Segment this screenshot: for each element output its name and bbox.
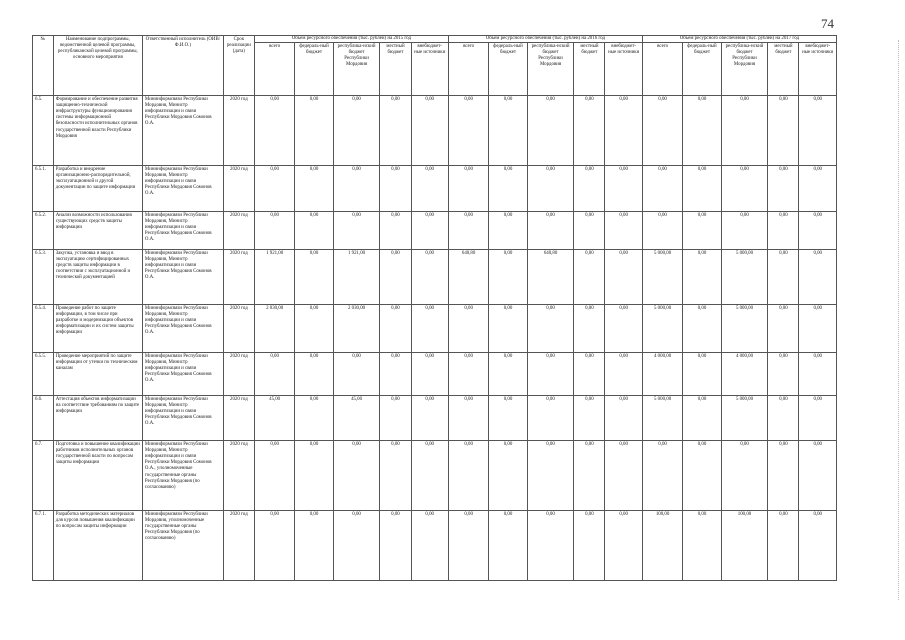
row-name: Проведение мероприятий по защите информации от утечки по техническим каналам (53, 353, 142, 396)
cell-y2015-3: 0,00 (380, 250, 411, 305)
row-name: Аттестация объектов информатизации на соответствие требованиям по защите информации (53, 396, 142, 441)
cell-y2016-2: 0,00 (527, 396, 574, 441)
cell-y2017-1: 0,00 (683, 396, 721, 441)
cell-y2016-3: 0,00 (574, 305, 605, 353)
cell-y2016-4: 0,00 (605, 212, 642, 250)
cell-y2015-3: 0,00 (380, 96, 411, 166)
row-number: 6.5.2. (33, 212, 54, 250)
row-executor: Мининформсвязи Республики Мордовия, Министр информатизации и связи Республики Мордовия Сомонов О.А. (142, 212, 223, 250)
header-num: № (33, 36, 54, 96)
cell-y2017-0: 4 000,00 (642, 353, 682, 396)
header-sub-2016-4: внебюджет-ные источники (605, 43, 642, 96)
row-name: Анализ возможности использования существующих средств защиты информации (53, 212, 142, 250)
cell-y2015-2: 2 030,00 (333, 305, 380, 353)
cell-y2016-4: 0,00 (605, 511, 642, 581)
cell-y2015-4: 0,00 (411, 212, 448, 250)
row-number: 6.6. (33, 396, 54, 441)
cell-y2015-0: 45,00 (254, 396, 294, 441)
row-number: 6.5. (33, 96, 54, 166)
row-number: 6.7.1. (33, 511, 54, 581)
cell-y2016-2: 640,80 (527, 250, 574, 305)
cell-y2015-2: 0,00 (333, 353, 380, 396)
cell-y2016-0: 0,00 (448, 166, 488, 212)
row-executor: Мининформсвязи Республики Мордовия, Министр информатизации и связи Республики Мордовия Сомонов О.А. (142, 166, 223, 212)
cell-y2016-0: 0,00 (448, 511, 488, 581)
cell-y2016-2: 0,00 (527, 511, 574, 581)
cell-y2015-0: 1 921,00 (254, 250, 294, 305)
cell-y2016-2: 0,00 (527, 96, 574, 166)
cell-y2017-2: 4 000,00 (721, 353, 768, 396)
cell-y2017-3: 0,00 (768, 511, 799, 581)
cell-y2015-1: 0,00 (295, 212, 333, 250)
header-sub-2016-1: федераль-ный бюджет (489, 43, 527, 96)
cell-y2015-2: 1 921,00 (333, 250, 380, 305)
cell-y2015-3: 0,00 (380, 396, 411, 441)
cell-y2015-3: 0,00 (380, 353, 411, 396)
row-number: 6.7. (33, 441, 54, 511)
cell-y2015-4: 0,00 (411, 441, 448, 511)
cell-y2016-1: 0,00 (489, 166, 527, 212)
table-row (33, 396, 837, 441)
row-name: Разработка и внедрение организационно-распорядительной, эксплуатационной и другой документации по защите информации (53, 166, 142, 212)
cell-y2016-1: 0,00 (489, 250, 527, 305)
cell-y2017-0: 0,00 (642, 166, 682, 212)
header-row-groups (33, 36, 837, 43)
cell-y2016-0: 0,00 (448, 441, 488, 511)
cell-y2017-0: 0,00 (642, 96, 682, 166)
row-name: Проведение работ по защите информации, в том числе при разработке и модернизации объектов информатизации и их систем защиты информации (53, 305, 142, 353)
cell-y2015-2: 0,00 (333, 166, 380, 212)
cell-y2015-0: 0,00 (254, 166, 294, 212)
cell-y2016-0: 0,00 (448, 212, 488, 250)
header-term: Срок реализации (дата) (223, 36, 254, 96)
cell-y2017-4: 0,00 (799, 250, 837, 305)
cell-y2015-4: 0,00 (411, 250, 448, 305)
cell-y2016-4: 0,00 (605, 396, 642, 441)
row-term: 2020 год (223, 305, 254, 353)
row-number: 6.5.5. (33, 353, 54, 396)
cell-y2017-1: 0,00 (683, 96, 721, 166)
header-group-2015: Объем ресурсного обеспечения (тыс. рублей) на 2015 год (254, 36, 448, 43)
header-group-2016: Объем ресурсного обеспечения (тыс. рублей) на 2016 год (448, 36, 642, 43)
row-executor: Мининформсвязи Республики Мордовия, Министр информатизации и связи Республики Мордовия Сомонов О.А. (142, 396, 223, 441)
cell-y2015-4: 0,00 (411, 396, 448, 441)
cell-y2016-1: 0,00 (489, 511, 527, 581)
row-executor: Мининформсвязи Республики Мордовия, уполномоченные государственные органы Республики Мордовия (по согласованию) (142, 511, 223, 581)
cell-y2017-1: 0,00 (683, 250, 721, 305)
table-row (33, 441, 837, 511)
cell-y2016-0: 640,80 (448, 250, 488, 305)
cell-y2017-4: 0,00 (799, 441, 837, 511)
cell-y2015-4: 0,00 (411, 96, 448, 166)
cell-y2017-2: 0,00 (721, 441, 768, 511)
cell-y2017-2: 5 000,00 (721, 305, 768, 353)
cell-y2016-1: 0,00 (489, 441, 527, 511)
cell-y2017-3: 0,00 (768, 250, 799, 305)
cell-y2015-2: 0,00 (333, 441, 380, 511)
cell-y2016-4: 0,00 (605, 441, 642, 511)
table-row (33, 96, 837, 166)
cell-y2017-4: 0,00 (799, 396, 837, 441)
cell-y2016-0: 0,00 (448, 305, 488, 353)
header-sub-2017-2: республика-нский бюджет Республики Мордовия (721, 43, 768, 96)
cell-y2017-3: 0,00 (768, 305, 799, 353)
cell-y2016-3: 0,00 (574, 250, 605, 305)
cell-y2017-1: 0,00 (683, 212, 721, 250)
cell-y2017-4: 0,00 (799, 166, 837, 212)
cell-y2015-1: 0,00 (295, 250, 333, 305)
cell-y2016-4: 0,00 (605, 166, 642, 212)
cell-y2015-1: 0,00 (295, 396, 333, 441)
cell-y2017-0: 0,00 (642, 212, 682, 250)
cell-y2015-4: 0,00 (411, 166, 448, 212)
cell-y2017-1: 0,00 (683, 511, 721, 581)
cell-y2017-4: 0,00 (799, 212, 837, 250)
cell-y2016-4: 0,00 (605, 96, 642, 166)
header-sub-2015-3: местный бюджет (380, 43, 411, 96)
header-group-2017: Объем ресурсного обеспечения (тыс. рублей) на 2017 год (642, 36, 836, 43)
header-name: Наименование подпрограммы, ведомственной целевой программы, республиканской целевой программы, основного мероприятия (53, 36, 142, 96)
cell-y2017-0: 100,00 (642, 511, 682, 581)
cell-y2016-0: 0,00 (448, 353, 488, 396)
header-sub-2016-0: всего (448, 43, 488, 96)
row-name: Подготовка и повышение квалификации работников исполнительных органов государственной власти по вопросам защиты информации (53, 441, 142, 511)
row-term: 2020 год (223, 212, 254, 250)
row-name: Разработка методических материалов для курсов повышения квалификации по вопросам защиты информации (53, 511, 142, 581)
row-number: 6.5.1. (33, 166, 54, 212)
cell-y2015-4: 0,00 (411, 305, 448, 353)
cell-y2016-4: 0,00 (605, 250, 642, 305)
cell-y2015-2: 0,00 (333, 96, 380, 166)
table-row (33, 166, 837, 212)
cell-y2017-2: 100,00 (721, 511, 768, 581)
row-executor: Мининформсвязи Республики Мордовия, Министр информатизации и связи Республики Мордовия Сомонов О.А. (142, 305, 223, 353)
cell-y2016-3: 0,00 (574, 166, 605, 212)
cell-y2015-4: 0,00 (411, 353, 448, 396)
row-name: Закупка, установка и ввод в эксплуатацию сертифицированных средств защиты информации в соответствии с эксплуатационной и технической документацией (53, 250, 142, 305)
cell-y2017-4: 0,00 (799, 96, 837, 166)
cell-y2015-1: 0,00 (295, 166, 333, 212)
table-row (33, 305, 837, 353)
cell-y2016-3: 0,00 (574, 353, 605, 396)
cell-y2015-0: 0,00 (254, 96, 294, 166)
table-body (33, 96, 837, 581)
page-number: 74 (821, 16, 834, 31)
cell-y2017-0: 5 000,00 (642, 250, 682, 305)
cell-y2015-1: 0,00 (295, 353, 333, 396)
cell-y2015-0: 0,00 (254, 511, 294, 581)
row-number: 6.5.3. (33, 250, 54, 305)
header-sub-2015-2: республика-нский бюджет Республики Мордовия (333, 43, 380, 96)
row-term: 2020 год (223, 166, 254, 212)
cell-y2015-1: 0,00 (295, 96, 333, 166)
cell-y2015-2: 0,00 (333, 511, 380, 581)
cell-y2016-1: 0,00 (489, 96, 527, 166)
cell-y2017-4: 0,00 (799, 511, 837, 581)
cell-y2017-2: 0,00 (721, 96, 768, 166)
cell-y2015-2: 0,00 (333, 212, 380, 250)
cell-y2015-4: 0,00 (411, 511, 448, 581)
cell-y2015-3: 0,00 (380, 511, 411, 581)
cell-y2017-3: 0,00 (768, 353, 799, 396)
cell-y2017-2: 0,00 (721, 212, 768, 250)
cell-y2017-2: 5 000,00 (721, 250, 768, 305)
cell-y2017-2: 0,00 (721, 166, 768, 212)
row-term: 2020 год (223, 396, 254, 441)
cell-y2016-2: 0,00 (527, 441, 574, 511)
cell-y2016-3: 0,00 (574, 212, 605, 250)
cell-y2017-1: 0,00 (683, 305, 721, 353)
cell-y2015-1: 0,00 (295, 441, 333, 511)
header-sub-2016-3: местный бюджет (574, 43, 605, 96)
row-executor: Мининформсвязи Республики Мордовия, Министр информатизации и связи Республики Мордовия Сомонов О.А. (142, 96, 223, 166)
table-row (33, 212, 837, 250)
cell-y2016-2: 0,00 (527, 353, 574, 396)
cell-y2015-0: 0,00 (254, 353, 294, 396)
header-sub-2017-3: местный бюджет (768, 43, 799, 96)
row-term: 2020 год (223, 250, 254, 305)
cell-y2016-3: 0,00 (574, 511, 605, 581)
cell-y2015-1: 0,00 (295, 305, 333, 353)
cell-y2017-0: 0,00 (642, 441, 682, 511)
cell-y2017-1: 0,00 (683, 166, 721, 212)
header-executor: Ответственный исполнитель (ОИВ/Ф.И.О.) (142, 36, 223, 96)
row-number: 6.5.4. (33, 305, 54, 353)
cell-y2015-0: 0,00 (254, 212, 294, 250)
header-sub-2017-1: федераль-ный бюджет (683, 43, 721, 96)
cell-y2016-4: 0,00 (605, 353, 642, 396)
cell-y2017-3: 0,00 (768, 441, 799, 511)
cell-y2016-3: 0,00 (574, 96, 605, 166)
row-name: Формирование и обеспечение развития защищенно-технической инфраструктуры функционирования системы информационной безопасности исполнительных органов государственной власти Республики Мордовия (53, 96, 142, 166)
resource-table (32, 35, 837, 581)
cell-y2016-2: 0,00 (527, 305, 574, 353)
cell-y2016-1: 0,00 (489, 212, 527, 250)
header-sub-2015-0: всего (254, 43, 294, 96)
cell-y2016-4: 0,00 (605, 305, 642, 353)
cell-y2017-1: 0,00 (683, 353, 721, 396)
cell-y2015-3: 0,00 (380, 166, 411, 212)
table-row (33, 250, 837, 305)
header-sub-2015-4: внебюджет-ные источники (411, 43, 448, 96)
row-term: 2020 год (223, 353, 254, 396)
cell-y2017-3: 0,00 (768, 166, 799, 212)
cell-y2015-1: 0,00 (295, 511, 333, 581)
cell-y2017-0: 5 000,00 (642, 396, 682, 441)
cell-y2017-2: 5 000,00 (721, 396, 768, 441)
cell-y2017-4: 0,00 (799, 353, 837, 396)
cell-y2016-3: 0,00 (574, 441, 605, 511)
cell-y2016-1: 0,00 (489, 305, 527, 353)
row-term: 2020 год (223, 511, 254, 581)
cell-y2017-3: 0,00 (768, 212, 799, 250)
cell-y2016-1: 0,00 (489, 353, 527, 396)
header-sub-2017-0: всего (642, 43, 682, 96)
header-sub-2016-2: республика-нский бюджет Республики Мордовия (527, 43, 574, 96)
cell-y2016-0: 0,00 (448, 96, 488, 166)
scan-edge-marks (897, 40, 899, 600)
cell-y2015-0: 2 030,00 (254, 305, 294, 353)
cell-y2016-0: 0,00 (448, 396, 488, 441)
table-row (33, 353, 837, 396)
row-executor: Мининформсвязи Республики Мордовия, Министр информатизации и связи Республики Мордовия Сомонов О.А. (142, 250, 223, 305)
table-row (33, 511, 837, 581)
cell-y2015-3: 0,00 (380, 441, 411, 511)
cell-y2017-4: 0,00 (799, 305, 837, 353)
cell-y2015-3: 0,00 (380, 305, 411, 353)
cell-y2015-0: 0,00 (254, 441, 294, 511)
row-term: 2020 год (223, 96, 254, 166)
cell-y2017-1: 0,00 (683, 441, 721, 511)
row-executor: Мининформсвязи Республики Мордовия, Министр информатизации и связи Республики Мордовия Сомонов О.А. (142, 353, 223, 396)
row-executor: Мининформсвязи Республики Мордовия, Министр информатизации и связи Республики Мордовия Сомонов О.А., уполномоченные государственные органы Республики Мордовия (по согласованию) (142, 441, 223, 511)
header-sub-2017-4: внебюджет-ные источники (799, 43, 837, 96)
cell-y2016-2: 0,00 (527, 212, 574, 250)
cell-y2015-3: 0,00 (380, 212, 411, 250)
cell-y2015-2: 45,00 (333, 396, 380, 441)
row-term: 2020 год (223, 441, 254, 511)
cell-y2017-3: 0,00 (768, 96, 799, 166)
header-sub-2015-1: федераль-ный бюджет (295, 43, 333, 96)
cell-y2016-3: 0,00 (574, 396, 605, 441)
cell-y2016-1: 0,00 (489, 396, 527, 441)
cell-y2016-2: 0,00 (527, 166, 574, 212)
cell-y2017-3: 0,00 (768, 396, 799, 441)
cell-y2017-0: 5 000,00 (642, 305, 682, 353)
